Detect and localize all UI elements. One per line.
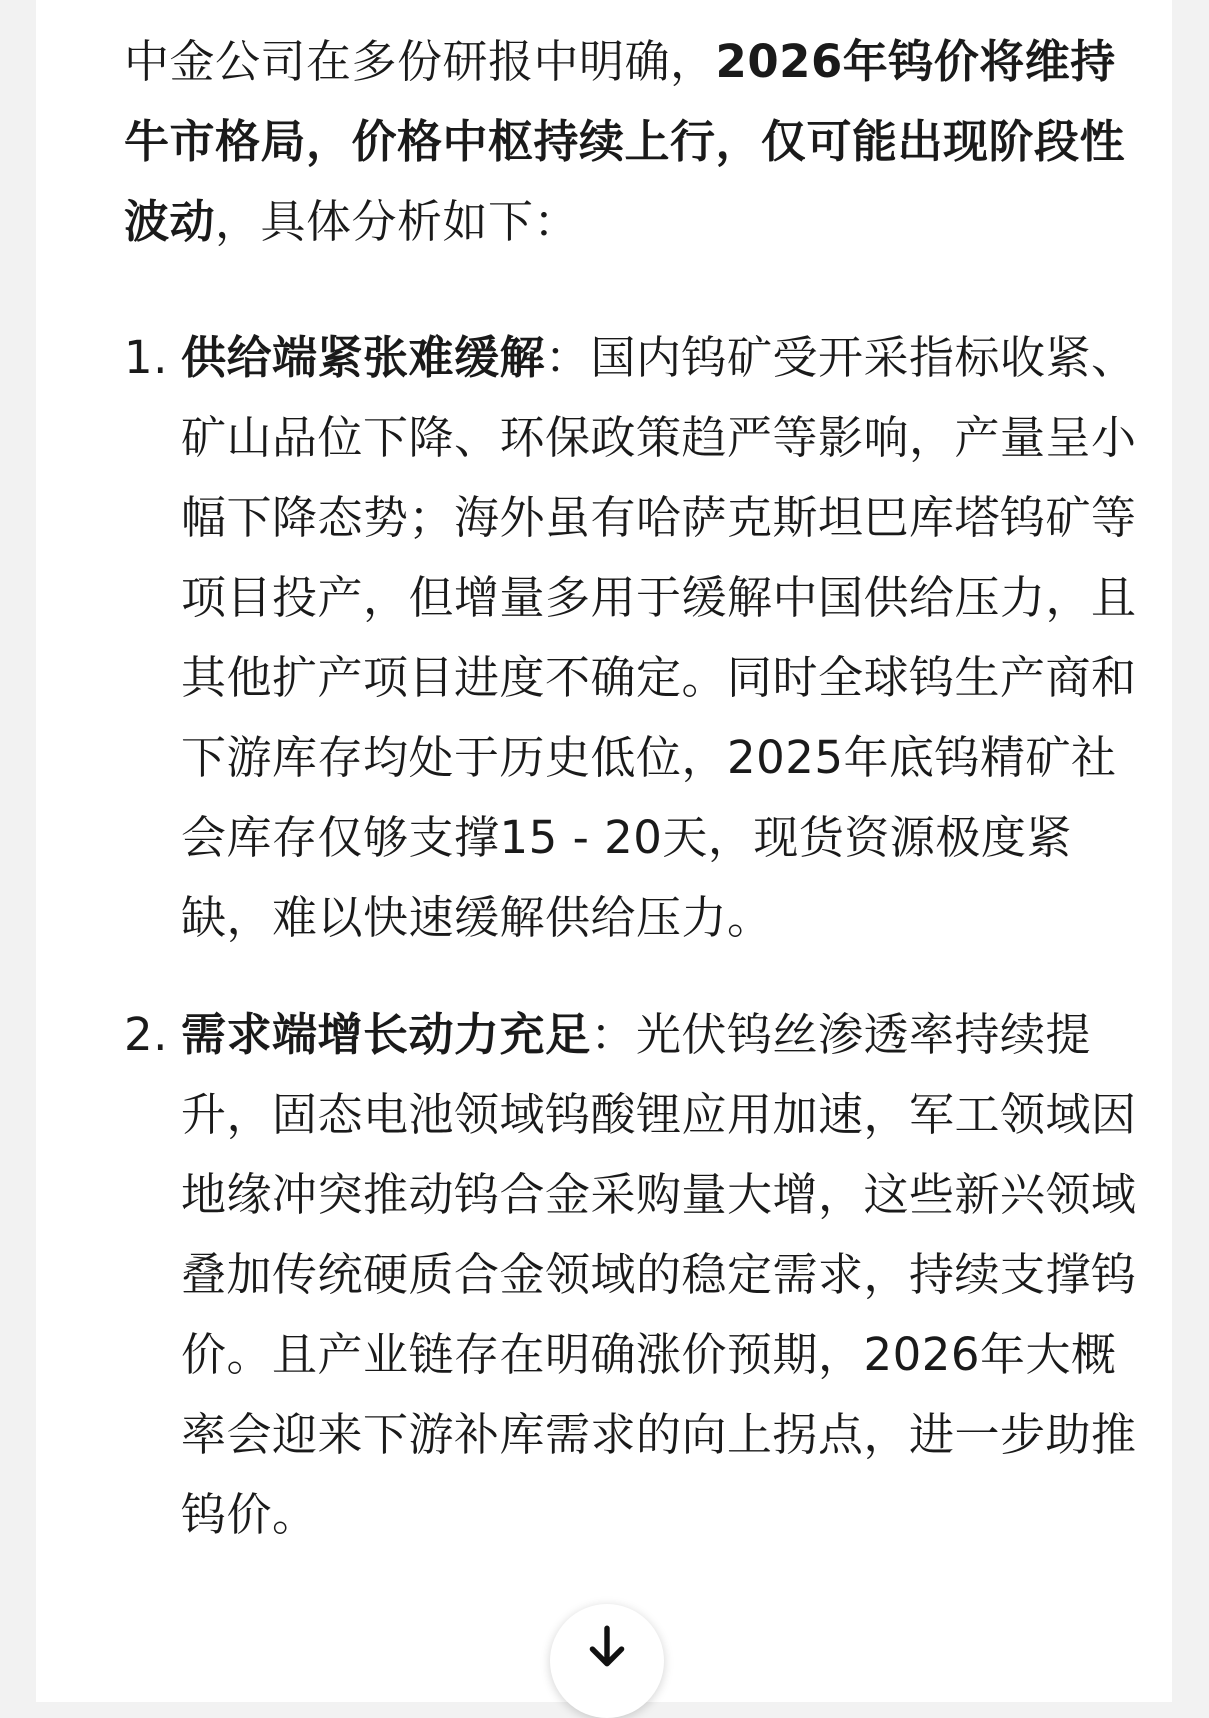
list-item-body: 国内钨矿受开采指标收紧、矿山品位下降、环保政策趋严等影响，产量呈小幅下降态势；海外虽有哈萨克斯坦巴库塔钨矿等项目投产，但增量多用于缓解中国供给压力，且其他扩产项目进度不确定。同时全球钨生产商和下游库存均处于历史低位，2025年底钨精矿社会库存仅够支撑15 - 20天，现货资源极度紧缺，难以快速缓解供给压力。 xyxy=(181,331,1137,944)
intro-text-bold: 2026年钨价将维持牛市格局，价格中枢持续上行，仅可能出现阶段性波动 xyxy=(124,35,1126,248)
list-item-body: 光伏钨丝渗透率持续提升，固态电池领域钨酸锂应用加速，军工领域因地缘冲突推动钨合金采购量大增，这些新兴领域叠加传统硬质合金领域的稳定需求，持续支撑钨价。且产业链存在明确涨价预期，2026年大概率会迎来下游补库需求的向上拐点，进一步助推钨价。 xyxy=(181,1008,1137,1541)
list-item xyxy=(124,318,1160,958)
answer-content xyxy=(124,22,1160,1555)
scroll-to-bottom-button[interactable] xyxy=(550,1604,664,1718)
intro-text-before: 中金公司在多份研报中明确， xyxy=(124,35,716,88)
arrow-down-icon xyxy=(582,1622,632,1672)
list-item-separator: ： xyxy=(545,331,591,384)
intro-paragraph xyxy=(124,22,1160,262)
list-item-title: 供给端紧张难缓解 xyxy=(181,331,546,384)
intro-text-after: ，具体分析如下： xyxy=(215,195,580,248)
list-item-number: 2. xyxy=(124,1008,168,1061)
list-item xyxy=(124,995,1160,1555)
list-item-title: 需求端增长动力充足 xyxy=(181,1008,591,1061)
list-item-separator: ： xyxy=(590,1008,637,1061)
message-card xyxy=(36,0,1172,1702)
list-item-number: 1. xyxy=(124,331,168,384)
analysis-list xyxy=(124,318,1160,1555)
